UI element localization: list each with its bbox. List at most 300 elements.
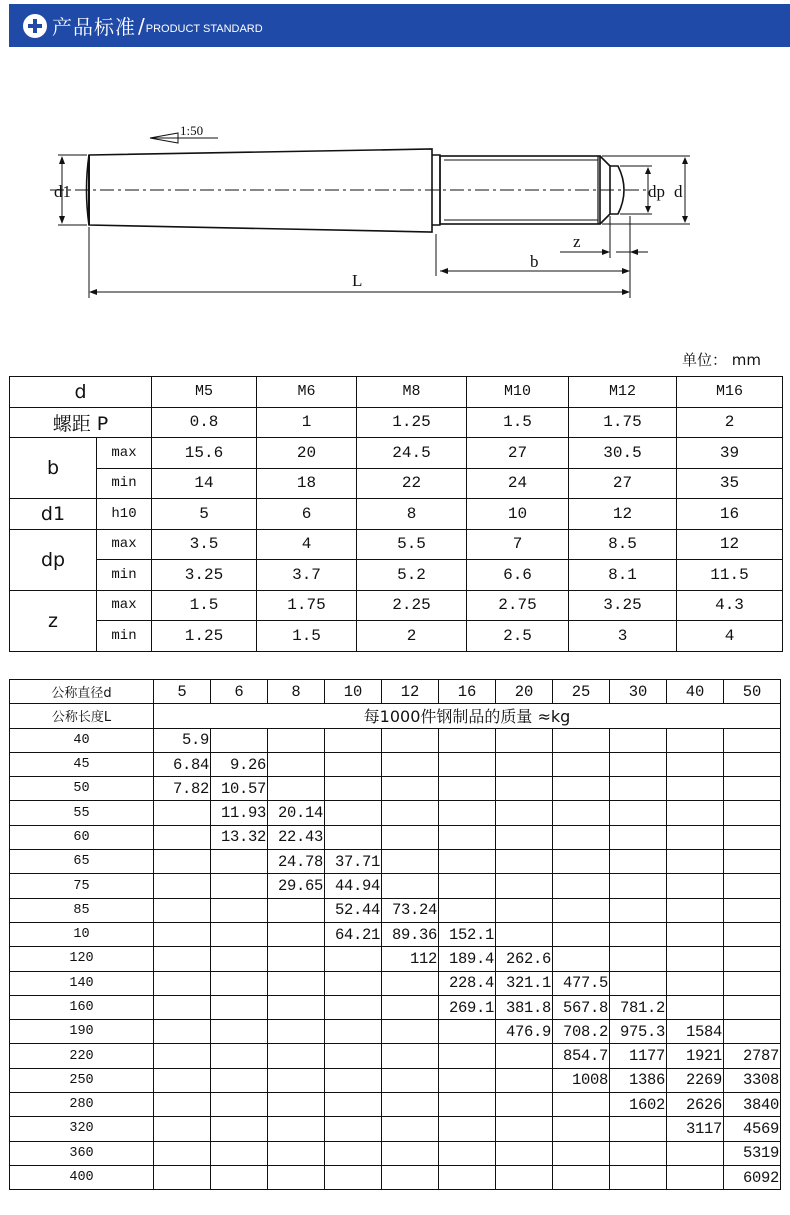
spec-cell: 1.5 bbox=[152, 590, 257, 621]
weight-cell bbox=[382, 1020, 439, 1044]
weight-cell bbox=[553, 1117, 610, 1141]
length-cell: 400 bbox=[10, 1165, 154, 1189]
weight-cell bbox=[553, 898, 610, 922]
table-row bbox=[10, 777, 781, 801]
weight-cell bbox=[439, 1165, 496, 1189]
weight-cell bbox=[439, 801, 496, 825]
weight-cell bbox=[439, 1068, 496, 1092]
weight-cell bbox=[382, 1117, 439, 1141]
weight-cell bbox=[439, 1044, 496, 1068]
weight-cell: 3308 bbox=[724, 1068, 781, 1092]
weight-cell bbox=[268, 777, 325, 801]
weight-cell bbox=[553, 801, 610, 825]
weight-cell bbox=[439, 752, 496, 776]
spec-cell: 24.5 bbox=[357, 438, 467, 469]
weight-cell bbox=[610, 947, 667, 971]
size-cell: M5 bbox=[152, 377, 257, 408]
table-row bbox=[10, 1117, 781, 1141]
weight-cell: 64.21 bbox=[325, 922, 382, 946]
weight-cell bbox=[439, 874, 496, 898]
weight-cell bbox=[496, 922, 553, 946]
spec-cell: 1.5 bbox=[257, 621, 357, 652]
size-cell: M10 bbox=[467, 377, 569, 408]
weight-cell bbox=[439, 1141, 496, 1165]
weight-cell bbox=[667, 995, 724, 1019]
spec-cell: 3 bbox=[569, 621, 677, 652]
weight-cell: 476.9 bbox=[496, 1020, 553, 1044]
weight-cell bbox=[724, 922, 781, 946]
weight-cell bbox=[496, 850, 553, 874]
spec-cell: 2.5 bbox=[467, 621, 569, 652]
diameter-cell: 50 bbox=[724, 680, 781, 704]
weight-cell bbox=[724, 971, 781, 995]
weight-cell bbox=[667, 850, 724, 874]
d1-dim-label: d1 bbox=[54, 182, 71, 201]
weight-cell bbox=[325, 947, 382, 971]
dp-dim-label: dp bbox=[648, 182, 665, 201]
weight-cell bbox=[610, 1165, 667, 1189]
weight-cell bbox=[667, 971, 724, 995]
weight-cell bbox=[211, 1165, 268, 1189]
weight-cell: 11.93 bbox=[211, 801, 268, 825]
table-row bbox=[10, 752, 781, 776]
weight-cell: 7.82 bbox=[154, 777, 211, 801]
weight-cell bbox=[382, 1044, 439, 1068]
weight-cell bbox=[724, 728, 781, 752]
weight-cell bbox=[325, 728, 382, 752]
weight-cell: 477.5 bbox=[553, 971, 610, 995]
d1-row bbox=[10, 499, 783, 530]
weight-cell bbox=[553, 1093, 610, 1117]
table-row bbox=[10, 1093, 781, 1117]
length-cell: 120 bbox=[10, 947, 154, 971]
length-cell: 190 bbox=[10, 1020, 154, 1044]
spec-cell: 3.7 bbox=[257, 560, 357, 591]
length-cell: 360 bbox=[10, 1141, 154, 1165]
weight-cell: 1584 bbox=[667, 1020, 724, 1044]
table-row bbox=[10, 1165, 781, 1189]
weight-cell: 73.24 bbox=[382, 898, 439, 922]
title-separator: / bbox=[138, 13, 145, 38]
spec-cell: 20 bbox=[257, 438, 357, 469]
weight-cell bbox=[325, 777, 382, 801]
spec-cell: 12 bbox=[569, 499, 677, 530]
weight-cell bbox=[553, 850, 610, 874]
table-row bbox=[10, 850, 781, 874]
spec-cell: 12 bbox=[677, 529, 783, 560]
spec-cell: 3.5 bbox=[152, 529, 257, 560]
weight-cell: 1177 bbox=[610, 1044, 667, 1068]
weight-cell bbox=[610, 922, 667, 946]
size-cell: M12 bbox=[569, 377, 677, 408]
spec-cell: 27 bbox=[467, 438, 569, 469]
spec-cell: 2 bbox=[357, 621, 467, 652]
weight-cell bbox=[553, 728, 610, 752]
weight-cell bbox=[268, 728, 325, 752]
weight-cell: 567.8 bbox=[553, 995, 610, 1019]
weight-cell bbox=[667, 1165, 724, 1189]
spec-header-label: d bbox=[10, 377, 152, 408]
weight-cell bbox=[667, 1141, 724, 1165]
min-label: min bbox=[97, 468, 152, 499]
weight-cell bbox=[610, 850, 667, 874]
weight-cell bbox=[496, 825, 553, 849]
weight-cell: 1602 bbox=[610, 1093, 667, 1117]
weight-cell bbox=[268, 1117, 325, 1141]
length-cell: 140 bbox=[10, 971, 154, 995]
spec-cell: 10 bbox=[467, 499, 569, 530]
weight-cell bbox=[268, 1093, 325, 1117]
weight-cell bbox=[382, 777, 439, 801]
table-row bbox=[10, 874, 781, 898]
weight-cell bbox=[667, 825, 724, 849]
weight-cell bbox=[382, 825, 439, 849]
spec-table bbox=[9, 376, 783, 652]
spec-cell: 30.5 bbox=[569, 438, 677, 469]
weight-cell bbox=[610, 825, 667, 849]
weight-cell bbox=[496, 801, 553, 825]
weight-cell bbox=[154, 922, 211, 946]
weight-cell bbox=[325, 1068, 382, 1092]
weight-cell bbox=[268, 1141, 325, 1165]
weight-cell bbox=[154, 874, 211, 898]
weight-cell bbox=[496, 874, 553, 898]
spec-cell: 4 bbox=[677, 621, 783, 652]
weight-cell: 37.71 bbox=[325, 850, 382, 874]
weight-cell: 9.26 bbox=[211, 752, 268, 776]
weight-cell bbox=[211, 874, 268, 898]
spec-cell: 1.25 bbox=[152, 621, 257, 652]
weight-cell bbox=[211, 1117, 268, 1141]
weight-cell bbox=[382, 728, 439, 752]
weight-cell: 5.9 bbox=[154, 728, 211, 752]
section-subtitle: PRODUCT STANDARD bbox=[145, 22, 263, 35]
weight-cell bbox=[268, 752, 325, 776]
weight-cell: 10.57 bbox=[211, 777, 268, 801]
weight-cell bbox=[325, 752, 382, 776]
weight-cell bbox=[724, 825, 781, 849]
section-title: 产品标准 bbox=[52, 15, 136, 39]
weight-cell bbox=[154, 801, 211, 825]
weight-cell bbox=[382, 971, 439, 995]
spec-cell: 3.25 bbox=[152, 560, 257, 591]
weight-cell: 1008 bbox=[553, 1068, 610, 1092]
spec-cell: 18 bbox=[257, 468, 357, 499]
weight-cell bbox=[154, 947, 211, 971]
spec-cell: 2.25 bbox=[357, 590, 467, 621]
weight-cell: 52.44 bbox=[325, 898, 382, 922]
weight-cell bbox=[439, 1117, 496, 1141]
spec-cell: 16 bbox=[677, 499, 783, 530]
weight-cell bbox=[667, 922, 724, 946]
weight-cell bbox=[268, 971, 325, 995]
weight-cell bbox=[382, 850, 439, 874]
size-cell: M16 bbox=[677, 377, 783, 408]
plus-circle-icon bbox=[23, 14, 47, 38]
weight-cell: 189.4 bbox=[439, 947, 496, 971]
diameter-cell: 30 bbox=[610, 680, 667, 704]
weight-cell bbox=[211, 1044, 268, 1068]
taper-pin-drawing bbox=[0, 100, 790, 310]
weight-cell bbox=[154, 1020, 211, 1044]
weight-cell bbox=[439, 1093, 496, 1117]
weight-cell bbox=[154, 898, 211, 922]
spec-cell: 5.2 bbox=[357, 560, 467, 591]
weight-cell bbox=[553, 947, 610, 971]
weight-cell: 4569 bbox=[724, 1117, 781, 1141]
weight-cell bbox=[439, 728, 496, 752]
weight-cell: 321.1 bbox=[496, 971, 553, 995]
weight-cell: 1386 bbox=[610, 1068, 667, 1092]
spec-cell: 4.3 bbox=[677, 590, 783, 621]
length-cell: 45 bbox=[10, 752, 154, 776]
table-row bbox=[10, 1044, 781, 1068]
d1-label: d1 bbox=[10, 499, 97, 530]
weight-cell bbox=[211, 1141, 268, 1165]
table-row bbox=[10, 947, 781, 971]
l-dim-label: L bbox=[352, 271, 363, 290]
weight-cell bbox=[496, 1068, 553, 1092]
weight-cell bbox=[496, 1044, 553, 1068]
spec-cell: 1.5 bbox=[467, 407, 569, 438]
weight-cell: 22.43 bbox=[268, 825, 325, 849]
spec-cell: 1.75 bbox=[569, 407, 677, 438]
table-row bbox=[10, 1141, 781, 1165]
weight-cell bbox=[325, 1044, 382, 1068]
weight-caption: 每1000件钢制品的质量 ≈kg bbox=[154, 704, 781, 728]
spec-cell: 22 bbox=[357, 468, 467, 499]
weight-cell bbox=[553, 1165, 610, 1189]
weight-cell bbox=[553, 922, 610, 946]
weight-cell bbox=[553, 825, 610, 849]
weight-cell bbox=[439, 1020, 496, 1044]
weight-cell bbox=[211, 971, 268, 995]
weight-cell bbox=[154, 1044, 211, 1068]
weight-cell bbox=[496, 898, 553, 922]
weight-cell: 708.2 bbox=[553, 1020, 610, 1044]
spec-cell: 39 bbox=[677, 438, 783, 469]
weight-cell bbox=[439, 898, 496, 922]
weight-cell bbox=[268, 1165, 325, 1189]
z-max-row bbox=[10, 590, 783, 621]
dp-min-row bbox=[10, 560, 783, 591]
b-min-row bbox=[10, 468, 783, 499]
weight-cell bbox=[724, 995, 781, 1019]
spec-cell: 1.25 bbox=[357, 407, 467, 438]
length-cell: 280 bbox=[10, 1093, 154, 1117]
weight-cell bbox=[382, 995, 439, 1019]
length-cell: 40 bbox=[10, 728, 154, 752]
length-cell: 320 bbox=[10, 1117, 154, 1141]
weight-cell bbox=[382, 1093, 439, 1117]
weight-cell bbox=[154, 850, 211, 874]
weight-cell bbox=[667, 752, 724, 776]
length-cell: 220 bbox=[10, 1044, 154, 1068]
weight-cell: 975.3 bbox=[610, 1020, 667, 1044]
weight-cell bbox=[667, 728, 724, 752]
spec-cell: 1.75 bbox=[257, 590, 357, 621]
weight-cell bbox=[553, 1141, 610, 1165]
weight-cell bbox=[724, 1020, 781, 1044]
spec-cell: 35 bbox=[677, 468, 783, 499]
weight-cell: 3117 bbox=[667, 1117, 724, 1141]
spec-cell: 7 bbox=[467, 529, 569, 560]
unit-label: 单位： mm bbox=[682, 351, 761, 369]
size-cell: M6 bbox=[257, 377, 357, 408]
weight-cell bbox=[268, 1044, 325, 1068]
weight-cell bbox=[382, 874, 439, 898]
length-cell: 60 bbox=[10, 825, 154, 849]
weight-cell bbox=[667, 898, 724, 922]
weight-cell bbox=[268, 1068, 325, 1092]
weight-cell bbox=[325, 971, 382, 995]
weight-cell bbox=[325, 1093, 382, 1117]
spec-cell: 4 bbox=[257, 529, 357, 560]
weight-cell: 2626 bbox=[667, 1093, 724, 1117]
weight-cell: 6092 bbox=[724, 1165, 781, 1189]
spec-cell: 11.5 bbox=[677, 560, 783, 591]
weight-cell bbox=[154, 1093, 211, 1117]
weight-cell: 13.32 bbox=[211, 825, 268, 849]
weight-cell bbox=[610, 1141, 667, 1165]
spec-cell: 14 bbox=[152, 468, 257, 499]
spec-cell: 1 bbox=[257, 407, 357, 438]
weight-cell: 781.2 bbox=[610, 995, 667, 1019]
weight-cell bbox=[724, 752, 781, 776]
table-row bbox=[10, 1068, 781, 1092]
spec-cell: 5.5 bbox=[357, 529, 467, 560]
weight-cell bbox=[724, 777, 781, 801]
spec-cell: 8.5 bbox=[569, 529, 677, 560]
spec-cell: 6 bbox=[257, 499, 357, 530]
table-row bbox=[10, 898, 781, 922]
diameter-cell: 5 bbox=[154, 680, 211, 704]
weight-cell: 20.14 bbox=[268, 801, 325, 825]
weight-cell bbox=[268, 947, 325, 971]
spec-cell: 3.25 bbox=[569, 590, 677, 621]
weight-cell bbox=[211, 850, 268, 874]
weight-cell bbox=[211, 1020, 268, 1044]
diameter-cell: 8 bbox=[268, 680, 325, 704]
weight-cell bbox=[211, 898, 268, 922]
weight-cell bbox=[667, 874, 724, 898]
spec-cell: 27 bbox=[569, 468, 677, 499]
spec-cell: 5 bbox=[152, 499, 257, 530]
weight-cell bbox=[496, 728, 553, 752]
max-label: max bbox=[97, 590, 152, 621]
weight-cell bbox=[439, 777, 496, 801]
weight-cell bbox=[325, 1141, 382, 1165]
weight-cell bbox=[724, 874, 781, 898]
length-cell: 160 bbox=[10, 995, 154, 1019]
weight-cell bbox=[724, 947, 781, 971]
weight-cell bbox=[154, 1117, 211, 1141]
min-label: min bbox=[97, 560, 152, 591]
spec-cell: 2 bbox=[677, 407, 783, 438]
weight-cell: 6.84 bbox=[154, 752, 211, 776]
table-row bbox=[10, 995, 781, 1019]
weight-cell bbox=[154, 1141, 211, 1165]
length-label: 公称长度L bbox=[10, 704, 154, 728]
diameter-header-row bbox=[10, 680, 781, 704]
b-max-row bbox=[10, 438, 783, 469]
length-cell: 50 bbox=[10, 777, 154, 801]
weight-cell bbox=[325, 995, 382, 1019]
weight-cell bbox=[553, 752, 610, 776]
weight-cell bbox=[496, 1093, 553, 1117]
diameter-cell: 16 bbox=[439, 680, 496, 704]
weight-cell: 3840 bbox=[724, 1093, 781, 1117]
weight-cell bbox=[496, 752, 553, 776]
weight-cell bbox=[268, 1020, 325, 1044]
weight-cell bbox=[211, 947, 268, 971]
weight-cell: 44.94 bbox=[325, 874, 382, 898]
table-row bbox=[10, 825, 781, 849]
d-dim-label: d bbox=[674, 182, 683, 201]
b-dim-label: b bbox=[530, 252, 539, 271]
weight-cell: 2269 bbox=[667, 1068, 724, 1092]
weight-cell bbox=[211, 1068, 268, 1092]
weight-cell: 381.8 bbox=[496, 995, 553, 1019]
length-cell: 10 bbox=[10, 922, 154, 946]
weight-cell bbox=[439, 850, 496, 874]
max-label: max bbox=[97, 438, 152, 469]
weight-table bbox=[9, 679, 781, 1190]
spec-cell: 8.1 bbox=[569, 560, 677, 591]
weight-cell bbox=[325, 1165, 382, 1189]
table-row bbox=[10, 1020, 781, 1044]
size-cell: M8 bbox=[357, 377, 467, 408]
pitch-label: 螺距 P bbox=[10, 407, 152, 438]
weight-cell bbox=[610, 728, 667, 752]
z-dim-label: z bbox=[573, 232, 581, 251]
weight-cell bbox=[496, 1165, 553, 1189]
weight-cell: 5319 bbox=[724, 1141, 781, 1165]
dp-max-row bbox=[10, 529, 783, 560]
min-label: min bbox=[97, 621, 152, 652]
weight-cell bbox=[382, 1068, 439, 1092]
table-row bbox=[10, 801, 781, 825]
d1-tolerance: h10 bbox=[97, 499, 152, 530]
weight-cell bbox=[667, 947, 724, 971]
weight-cell bbox=[154, 1165, 211, 1189]
weight-cell bbox=[325, 801, 382, 825]
weight-cell bbox=[496, 777, 553, 801]
length-cell: 85 bbox=[10, 898, 154, 922]
weight-cell bbox=[268, 922, 325, 946]
b-label: b bbox=[10, 438, 97, 499]
weight-cell bbox=[610, 971, 667, 995]
weight-cell bbox=[325, 1020, 382, 1044]
section-header bbox=[9, 4, 790, 47]
weight-cell bbox=[610, 752, 667, 776]
weight-cell bbox=[325, 825, 382, 849]
weight-cell bbox=[610, 1117, 667, 1141]
taper-ratio-label: 1:50 bbox=[180, 123, 204, 138]
weight-cell: 228.4 bbox=[439, 971, 496, 995]
weight-cell: 1921 bbox=[667, 1044, 724, 1068]
weight-cell bbox=[211, 922, 268, 946]
spec-cell: 2.75 bbox=[467, 590, 569, 621]
weight-cell: 112 bbox=[382, 947, 439, 971]
weight-cell bbox=[325, 1117, 382, 1141]
weight-cell bbox=[610, 874, 667, 898]
weight-cell bbox=[724, 898, 781, 922]
spec-cell: 6.6 bbox=[467, 560, 569, 591]
weight-cell bbox=[553, 874, 610, 898]
weight-cell: 24.78 bbox=[268, 850, 325, 874]
diameter-cell: 20 bbox=[496, 680, 553, 704]
